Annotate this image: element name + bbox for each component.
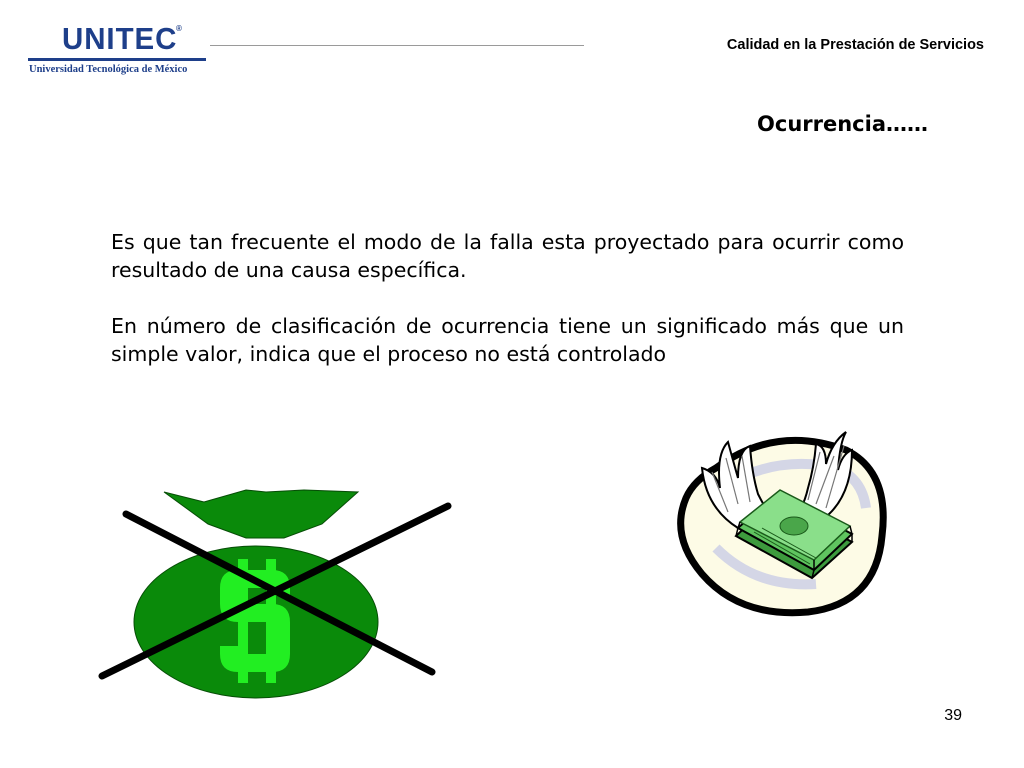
slide-body xyxy=(111,228,904,396)
money-with-wings-icon xyxy=(676,428,890,618)
header-divider xyxy=(210,45,584,46)
paragraph-classification: En número de clasificación de ocurrencia tiene un significado más que un simple valor, indica que el proceso no está controlado xyxy=(111,314,904,366)
paragraph-definition: Es que tan frecuente el modo de la falla esta proyectado para ocurrir como resultado de una causa específica. xyxy=(111,230,904,282)
slide-title: Ocurrencia…… xyxy=(757,112,928,136)
logo-underline xyxy=(28,58,206,61)
header-title: Calidad en la Prestación de Servicios xyxy=(726,37,984,53)
logo-registered-mark: ® xyxy=(176,24,182,33)
logo-brand: UNITEC xyxy=(62,21,178,56)
money-bag-crossed-out-icon xyxy=(96,484,456,704)
money-bag-icon xyxy=(134,490,378,698)
unitec-logo xyxy=(28,22,208,82)
logo-subtitle: Universidad Tecnológica de México xyxy=(29,64,188,75)
page-number: 39 xyxy=(944,707,962,724)
